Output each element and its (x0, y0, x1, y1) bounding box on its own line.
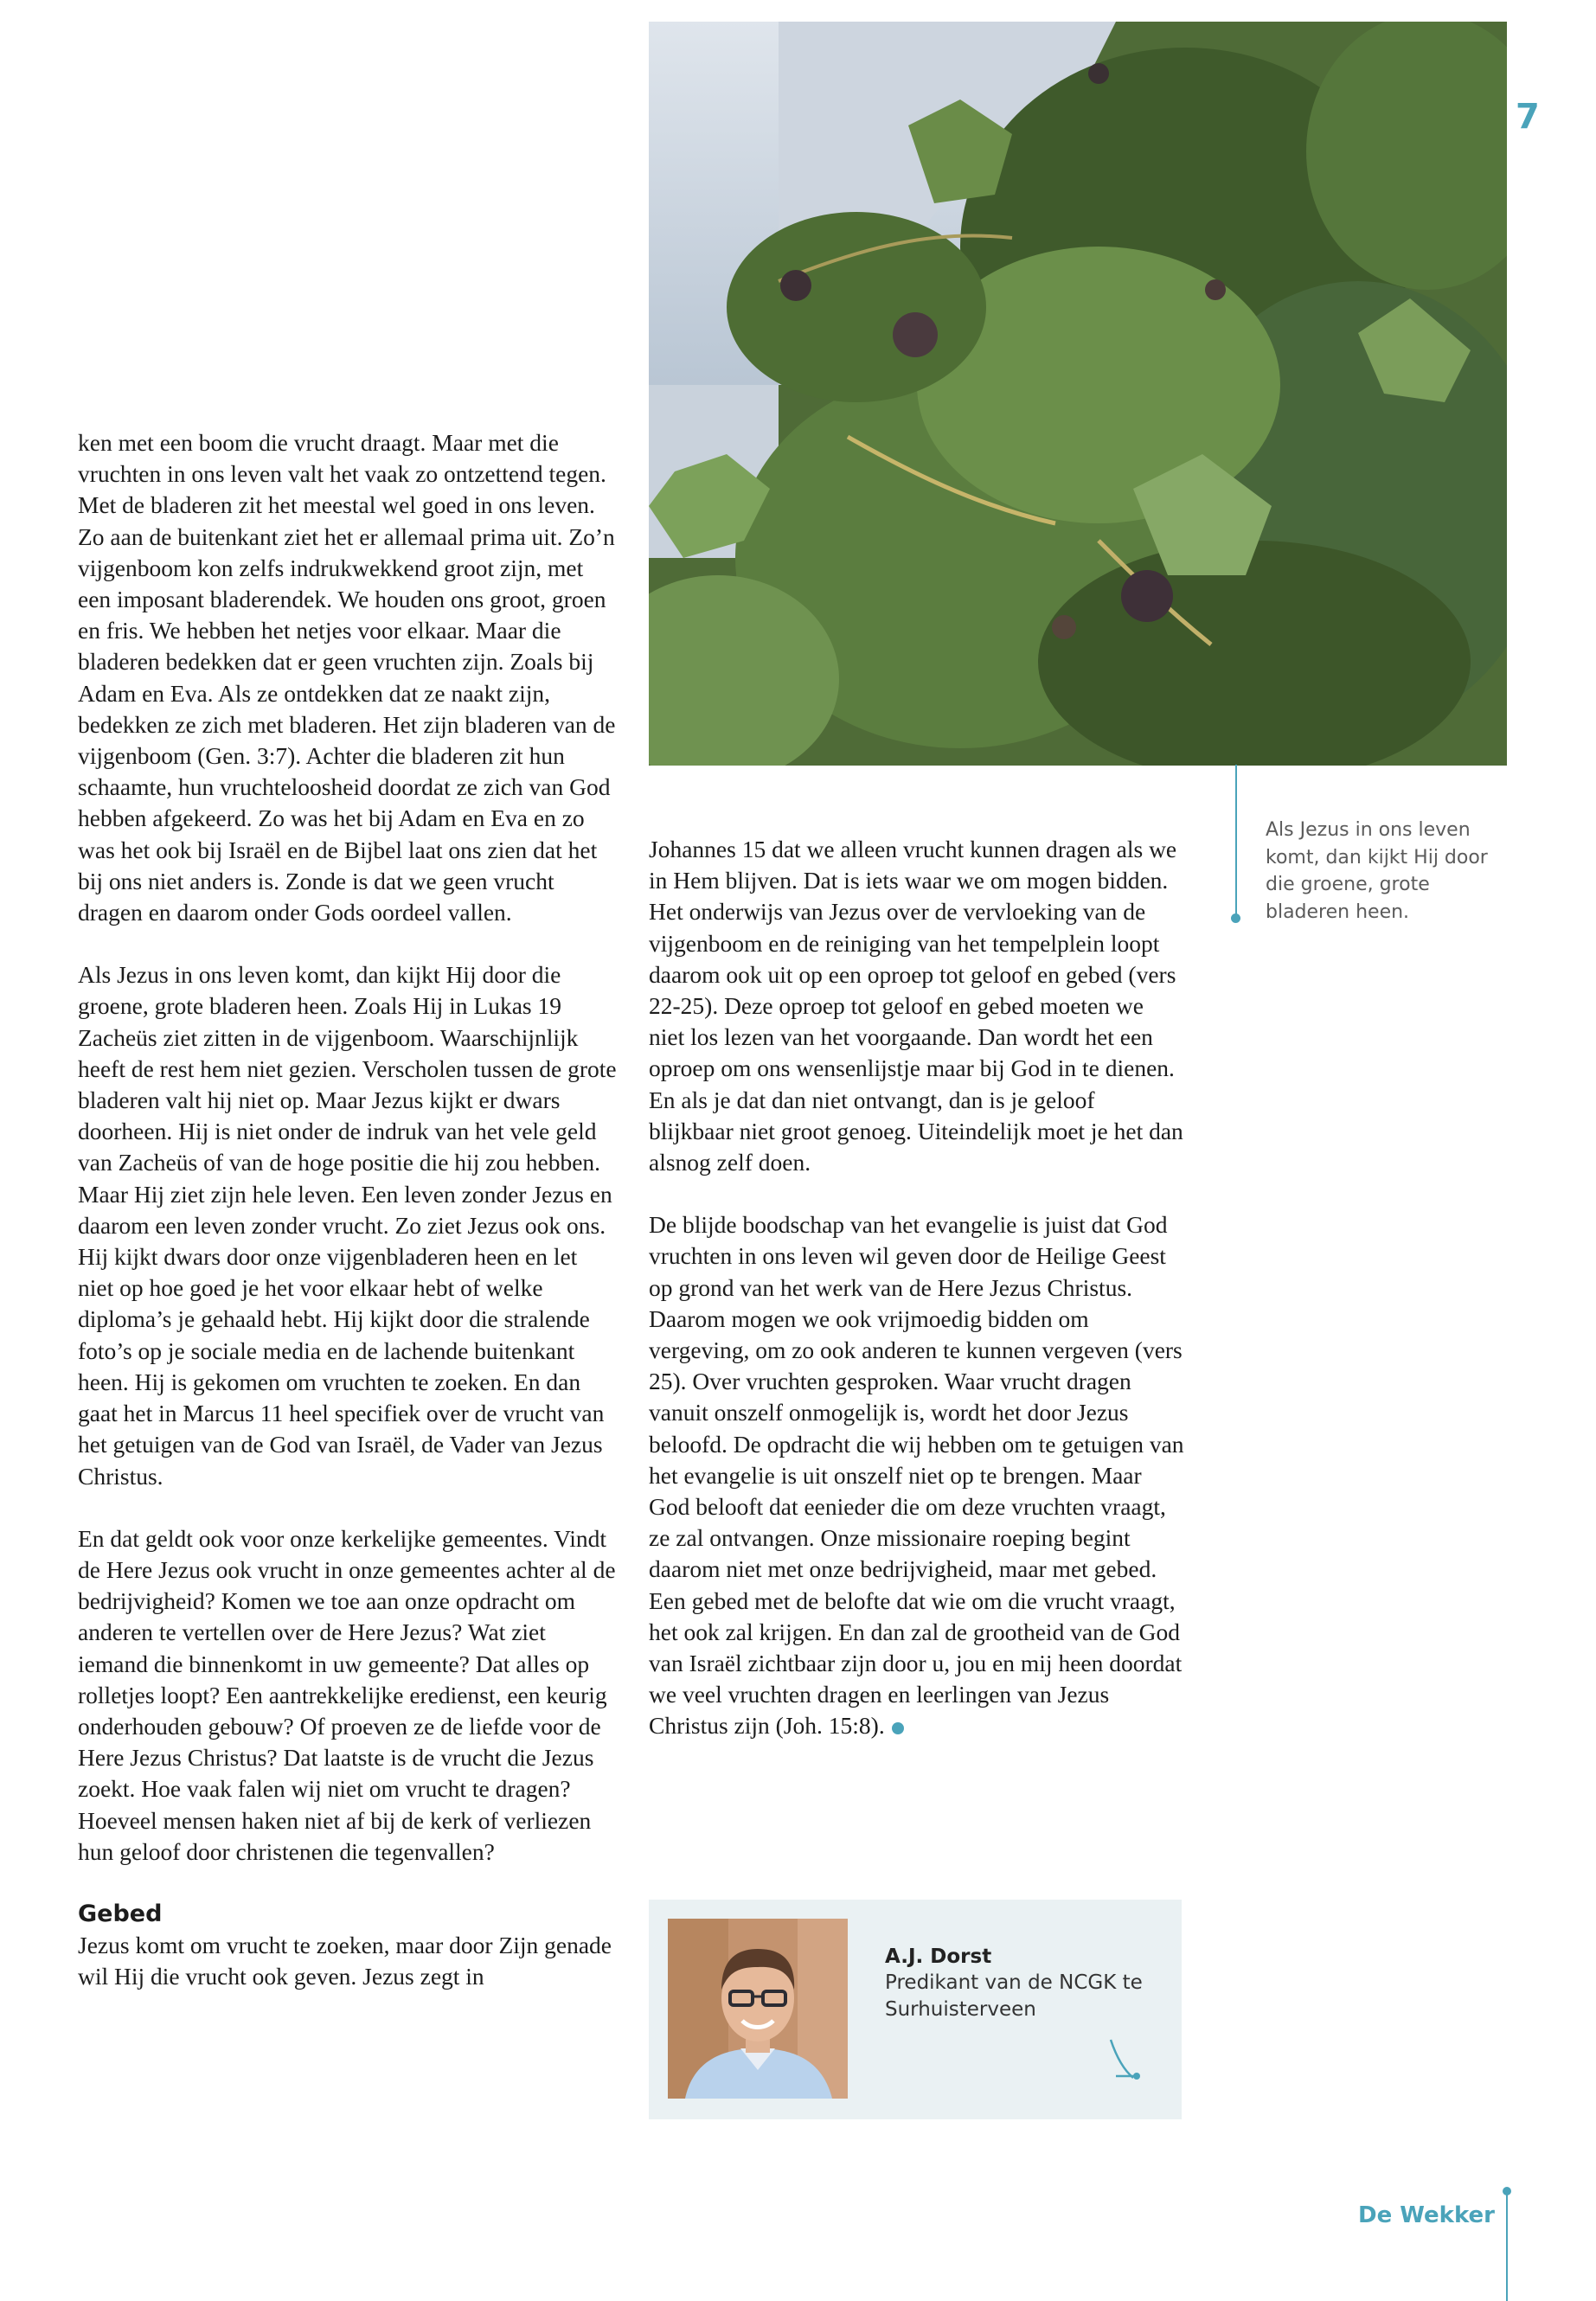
publication-name: De Wekker (1358, 2202, 1495, 2228)
fig-tree-icon (649, 22, 1507, 766)
author-box (649, 1900, 1182, 2119)
body-paragraph: ken met een boom die vrucht draagt. Maar met die vruchten in ons leven valt het vaak zo ontzettend tegen. Met de bladeren zit het meestal wel goed in ons leven. Zo aan de buitenkant ziet het er allemaal prima uit. Zo’n vijgenboom kon zelfs indrukwekkend groot zijn, met een imposant bladerendek. We houden ons groot, groen en fris. We hebben het netjes voor elkaar. Maar die bladeren bedekken dat er geen vruchten zijn. Zoals bij Adam en Eva. Als ze ontdekken dat ze naakt zijn, bedekken ze zich met bladeren. Het zijn bladeren van de vijgenboom (Gen. 3:7). Achter die bladeren zit hun schaamte, hun vruchteloosheid doordat ze zich van God hebben afgekeerd. Zo was het bij Adam en Eva en zo was het ook bij Israël en de Bijbel laat ons zien dat het bij ons niet anders is. Zonde is dat we geen vrucht dragen en daarom onder Gods oordeel vallen. (78, 429, 616, 926)
author-portrait-icon (668, 1919, 848, 2099)
body-paragraph: Als Jezus in ons leven komt, dan kijkt Hij door die groene, grote bladeren heen. Zoals Hij in Lukas 19 Zacheüs ziet zitten in de vijgenboom. Waarschijnlijk heeft de rest hem niet gezien. Verscholen tussen de grote bladeren valt hij niet op. Maar Jezus kijkt er dwars doorheen. Hij is niet onder de indruk van het vele geld van Zacheüs of van de hoge positie die hij zou hebben. Maar Hij ziet zijn hele leven. Een leven zonder Jezus en daarom een leven zonder vrucht. Zo ziet Jezus ook ons. Hij kijkt dwars door onze vijgenbladeren heen en let niet op hoe goed je het voor elkaar hebt of welke diploma’s je gehaald hebt. Hij kijkt door die stralende foto’s op je sociale media en de lachende buitenkant heen. Hij is gekomen om vruchten te zoeken. En dan gaat het in Marcus 11 heel specifiek over de vrucht van het getuigen van de God van Israël, de Vader van Jezus Christus. (78, 961, 617, 1490)
body-paragraph-text: De blijde boodschap van het evangelie is juist dat God vruchten in ons leven wil geven door de Heilige Geest op grond van het werk van de Here Jezus Christus. Daarom mogen we ook vrijmoedig bidden om vergeving, om zo ook anderen te kunnen vergeven (vers 25). Over vruchten gesproken. Waar vrucht dragen vanuit onszelf onmogelijk is, wordt het door Jezus beloofd. De opdracht die wij hebben om te getuigen van het evangelie is uit onszelf niet op te brengen. Maar God belooft dat eenieder die om deze vruchten vraagt, ze zal ontvangen. Onze missionaire roeping begint daarom niet met onze bedrijvigheid, maar met gebed. Een gebed met de belofte dat wie om die vrucht vraagt, het ook zal krijgen. En dan zal de grootheid van de God van Israël zichtbaar zijn door u, jou en mij heen doordat we veel vruchten dragen en leerlingen van Jezus Christus zijn (Joh. 15:8). (649, 1211, 1184, 1740)
end-of-article-dot-icon (892, 1722, 904, 1734)
body-paragraph: Johannes 15 dat we alleen vrucht kunnen dragen als we in Hem blijven. Dat is iets waar we om mogen bidden. Het onderwijs van Jezus over de vervloeking van de vijgenboom en de reiniging van het tempelplein loopt daarom ook uit op een oproep tot geloof en gebed (vers 22-25). Deze oproep tot geloof en gebed moeten we niet los lezen van het voorgaande. Dan wordt het een oproep om ons wensenlijstje maar bij God in te dienen. En als je dat dan niet ontvangt, dan is je geloof blijkbaar niet groot genoeg. Uiteindelijk moet je het dan alsnog zelf doen. (649, 836, 1183, 1176)
article-left-column (78, 427, 619, 1992)
pull-quote-line (1235, 765, 1237, 917)
author-arrow-icon (1107, 2038, 1142, 2083)
body-paragraph: En dat geldt ook voor onze kerkelijke gemeentes. Vindt de Here Jezus ook vrucht in onze gemeentes achter al de bedrijvigheid? Komen we toe aan onze opdracht om anderen te vertellen over de Here Jezus? Wat ziet iemand die binnenkomt in uw gemeente? Dat alles op rolletjes loopt? Een aantrekkelijke eredienst, een keurig onderhouden gebouw? Of proeven ze de liefde voor de Here Jezus Christus? Dat laatste is de vrucht die Jezus zoekt. Hoe vaak falen wij niet om vrucht te dragen? Hoeveel mensen haken niet af bij de kerk of verliezen hun geloof door christenen die tegenvallen? (78, 1524, 616, 1865)
page-number: 7 (1516, 97, 1540, 137)
body-paragraph-last (649, 1209, 1185, 1741)
fig-tree-photo (649, 22, 1507, 766)
author-name: A.J. Dorst (885, 1945, 992, 1968)
article-middle-column (649, 834, 1185, 1742)
body-paragraph: Jezus komt om vrucht te zoeken, maar door Zijn genade wil Hij die vrucht ook geven. Jezus zegt in (78, 1931, 612, 1990)
author-portrait (668, 1919, 848, 2099)
section-heading-gebed: Gebed (78, 1900, 163, 1927)
pull-quote: Als Jezus in ons leven komt, dan kijkt Hij door die groene, grote bladeren heen. (1266, 819, 1488, 923)
footer-line (1506, 2190, 1508, 2301)
author-role: Predikant van de NCGK te Surhuisterveen (885, 1971, 1143, 2021)
pull-quote-dot-icon (1231, 913, 1240, 923)
